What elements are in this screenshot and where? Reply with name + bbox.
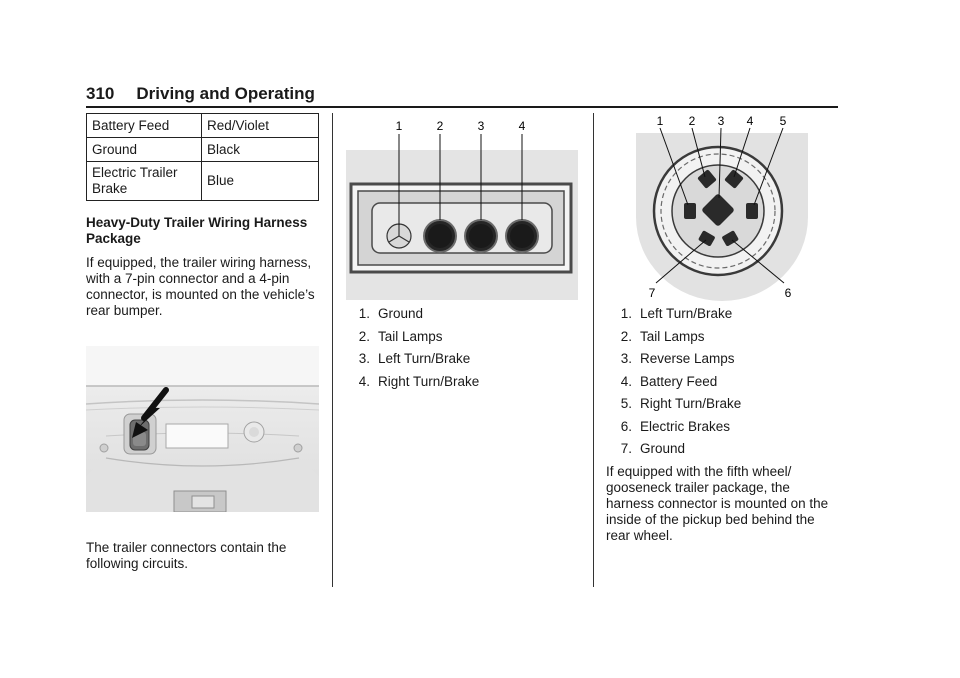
column-divider-1	[332, 113, 333, 587]
column-left	[86, 113, 320, 572]
intro-paragraph: If equipped, the trailer wiring harness, with a 7-pin connector and a 4-pin connector, is mounted on the vehicle’s rear bumper.	[86, 255, 315, 318]
table-cell-color: Black	[202, 138, 319, 162]
table-cell-circuit: Battery Feed	[87, 114, 202, 138]
four-pin-connector-diagram	[344, 113, 580, 303]
gooseneck-note: If equipped with the fifth wheel/ gooseneck trailer package, the harness connector is mounted on the inside of the pickup bed behind the rear wheel.	[606, 463, 829, 543]
item-number: 5.	[620, 396, 632, 411]
list-item	[344, 306, 580, 329]
page-number: 310	[86, 84, 115, 103]
item-number: 3.	[358, 351, 370, 366]
table-row	[87, 114, 319, 138]
item-label: Battery Feed	[640, 373, 718, 389]
table-cell-circuit: Ground	[87, 138, 202, 162]
item-number: 4.	[358, 373, 370, 389]
pin-label: 4	[518, 119, 526, 133]
item-number: 4.	[620, 373, 632, 389]
item-label: Reverse Lamps	[640, 351, 735, 366]
list-item	[344, 351, 580, 374]
section-title: Driving and Operating	[136, 84, 315, 103]
table-row	[87, 162, 319, 201]
column-middle	[344, 113, 580, 396]
pin-label: 1	[395, 119, 403, 133]
list-item	[606, 351, 838, 374]
list-item	[606, 329, 838, 352]
item-label: Tail Lamps	[640, 328, 705, 344]
item-number: 3.	[620, 351, 632, 366]
item-number: 1.	[358, 306, 370, 321]
bumper-photo	[86, 346, 319, 512]
list-item	[344, 329, 580, 352]
list-item	[606, 396, 838, 419]
connectors-paragraph: The trailer connectors contain the following circuits.	[86, 540, 287, 571]
seven-pin-circuit-list	[606, 306, 838, 464]
pin-label: 2	[688, 114, 696, 128]
pin-label: 6	[784, 286, 792, 300]
item-label: Tail Lamps	[378, 328, 443, 344]
item-label: Right Turn/Brake	[640, 396, 742, 411]
wiring-color-table	[86, 113, 319, 201]
table-cell-color: Red/Violet	[202, 114, 319, 138]
list-item	[606, 374, 838, 397]
list-item	[606, 441, 838, 464]
pin-label: 7	[648, 286, 656, 300]
four-pin-circuit-list	[344, 306, 580, 396]
item-number: 7.	[620, 441, 632, 456]
section-subheading: Heavy-Duty Trailer Wiring Harness Package	[86, 215, 308, 246]
column-right	[606, 113, 838, 544]
item-number: 2.	[620, 328, 632, 344]
item-number: 1.	[620, 306, 632, 321]
pin-label: 3	[717, 114, 725, 128]
pin-label: 1	[656, 114, 664, 128]
item-number: 6.	[620, 418, 632, 434]
table-cell-circuit: Electric Trailer Brake	[87, 162, 202, 201]
item-label: Ground	[378, 306, 424, 321]
item-label: Left Turn/Brake	[378, 351, 471, 366]
pin-label: 5	[779, 114, 787, 128]
page-header	[86, 84, 838, 108]
item-number: 2.	[358, 328, 370, 344]
list-item	[344, 374, 580, 397]
table-cell-color: Blue	[202, 162, 319, 201]
list-item	[606, 306, 838, 329]
table-row	[87, 138, 319, 162]
item-label: Right Turn/Brake	[378, 373, 480, 389]
item-label: Electric Brakes	[640, 418, 731, 434]
item-label: Left Turn/Brake	[640, 306, 733, 321]
list-item	[606, 419, 838, 442]
item-label: Ground	[640, 441, 686, 456]
pin-label: 2	[436, 119, 444, 133]
column-divider-2	[593, 113, 594, 587]
seven-pin-connector-diagram	[606, 113, 838, 303]
pin-label: 3	[477, 119, 485, 133]
pin-label: 4	[746, 114, 754, 128]
